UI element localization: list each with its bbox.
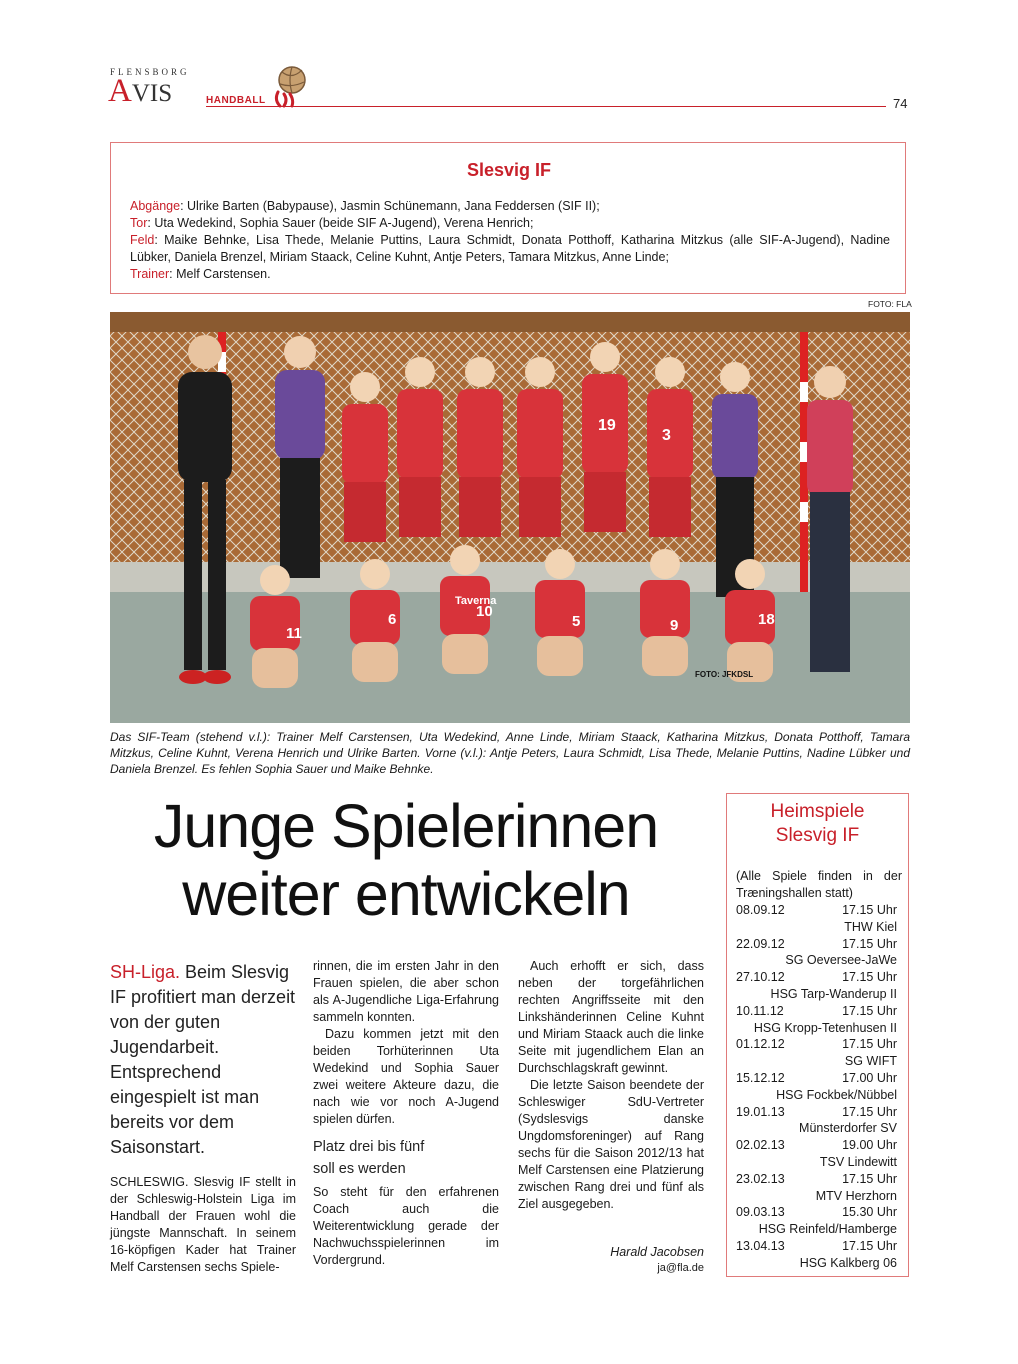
goal-wall	[110, 562, 910, 592]
fixture-time: 17.00 Uhr	[842, 1070, 897, 1085]
fixture-time: 17.15 Uhr	[842, 903, 897, 917]
home-games-title	[727, 800, 908, 848]
goal-label: Tor	[130, 216, 148, 230]
fixture-opponent: HSG Reinfeld/Hamberge	[758, 1222, 897, 1237]
paragraph: Auch erhofft er sich, dass neben der torgefährlichen rechten Angriffsseite mit den Linkshänderinnen Celine Kuhnt und Miriam Staack auch die linke Seite mit jugendlichem Elan an Durchschlagskraft gewinnt.	[518, 959, 704, 1075]
fixture-opponent: SG WIFT	[844, 1054, 897, 1069]
jersey-number: 6	[388, 611, 397, 628]
jersey-number: 3	[662, 427, 671, 444]
fixture-date: 13.04.13	[736, 1238, 785, 1253]
fixture-row	[736, 1036, 897, 1053]
fixture-date: 15.12.12	[736, 1070, 785, 1085]
fixture-time: 19.00 Uhr	[842, 1138, 897, 1153]
header-rule	[206, 106, 886, 107]
fixture-row	[736, 902, 897, 919]
fixture-time: 17.15 Uhr	[842, 970, 897, 985]
fixture-opponent: THW Kiel	[844, 919, 897, 934]
logo-initial: A	[108, 73, 132, 109]
fixture-opponent: HSG Kalkberg 06	[799, 1255, 897, 1270]
jersey-number: 18	[758, 611, 775, 628]
roster-text	[130, 198, 890, 283]
sponsor-text: Taverna	[455, 595, 497, 607]
fixture-row	[736, 1171, 897, 1188]
fixture-time: 17.15 Uhr	[842, 936, 897, 951]
departures-label: Abgänge	[130, 199, 181, 213]
fixture-date: 09.03.13	[736, 1205, 785, 1220]
fixture-date: 19.01.13	[736, 1104, 785, 1119]
home-games-box	[726, 793, 909, 1277]
goal-post-stripe	[800, 502, 808, 522]
lead-kicker: SH-Liga.	[110, 962, 181, 982]
wall-top	[110, 312, 910, 332]
fixture-opponent: SG Oeversee-JaWe	[785, 953, 897, 968]
home-games-note: (Alle Spiele finden in der Træningshallen statt)	[736, 869, 902, 900]
fixture-date: 22.09.12	[736, 936, 785, 951]
inner-photo-credit: FOTO: JFKDSL	[695, 670, 754, 679]
field-label: Feld	[130, 233, 155, 247]
fixture-row	[736, 1137, 897, 1154]
photo-credit: FOTO: FLA	[868, 299, 912, 309]
paragraph: So steht für den erfahrenen Coach auch die Weiterentwicklung gerade der Nachwuchsspielerinnen im Vordergrund.	[313, 1185, 499, 1267]
fixture-opponent: MTV Herzhorn	[815, 1188, 897, 1203]
fixture-date: 27.10.12	[736, 970, 785, 985]
home-games-list	[736, 902, 897, 1272]
goal-list: : Uta Wedekind, Sophia Sauer (beide SIF A-Jugend), Verena Henrich;	[147, 216, 534, 230]
paragraph: rinnen, die im ersten Jahr in den Frauen spielen, die aber schon als A-Jugendliche Liga-Erfahrung sammeln konnten.	[313, 959, 499, 1024]
fixture-row	[736, 1104, 897, 1121]
fixture-date: 10.11.12	[736, 1003, 784, 1018]
goal-post-stripe	[800, 382, 808, 402]
article-column-2	[313, 958, 499, 1269]
team-photo	[110, 312, 910, 723]
lead-text: Beim Slesvig IF profitiert man derzeit von der guten Jugendarbeit. Entsprechend eingespielt ist man bereits vor dem Saisonstart.	[110, 962, 296, 1157]
coach-name: : Melf Carstensen.	[169, 267, 271, 281]
fixture-row	[736, 969, 897, 986]
floor	[110, 592, 910, 723]
subheading-line-2: soll es werden	[313, 1161, 406, 1177]
fixture-opponent: Münsterdorfer SV	[799, 1121, 897, 1136]
fixture-opponent: HSG Fockbek/Nübbel	[776, 1087, 897, 1102]
fixture-date: 02.02.13	[736, 1138, 785, 1153]
fixture-time: 17.15 Uhr	[842, 1003, 897, 1018]
handball-player-icon	[270, 62, 318, 108]
logo-small-text: FLENSBORG	[110, 67, 190, 77]
paragraph: Dazu kommen jetzt mit den beiden Torhüterinnen Uta Wedekind und Sophia Sauer zwei weitere Akteure dazu, die nach wie vor noch A-Jugend spielen dürfen.	[313, 1027, 499, 1126]
field-list: : Maike Behnke, Lisa Thede, Melanie Puttins, Laura Schmidt, Donata Potthoff, Katharina Mitzkus (alle SIF-A-Jugend), Nadine Lübker, Daniela Brenzel, Miriam Staack, Celine Kuhnt, Antje Peters, Tamara Mitzkus, Anne Linde;	[130, 233, 890, 264]
newspaper-logo	[108, 74, 172, 111]
fixture-opponent: HSG Kropp-Tetenhusen II	[753, 1020, 897, 1035]
fixture-row	[736, 936, 897, 953]
paragraph: SCHLESWIG. Slesvig IF stellt in der Schleswig-Holstein Liga im Handball der Frauen wohl die jüngste Mannschaft. In seinem 16-köpfigen Kader hat Trainer Melf Carstensen sechs Spiele-	[110, 1175, 296, 1274]
fixture-date: 01.12.12	[736, 1037, 785, 1052]
subheading-line-1: Platz drei bis fünf	[313, 1139, 425, 1155]
jersey-number: 19	[598, 417, 616, 434]
fixture-opponent: TSV Lindewitt	[819, 1154, 897, 1169]
page-number: 74	[893, 96, 908, 111]
fixture-time: 17.15 Uhr	[842, 1171, 897, 1186]
coach-figure-right	[807, 366, 853, 672]
roster-title: Slesvig IF	[466, 160, 552, 180]
coach-label: Trainer	[130, 267, 170, 281]
jersey-number: 9	[670, 617, 679, 634]
jersey-number: 5	[572, 613, 581, 630]
fixture-row	[736, 1070, 897, 1087]
fixture-date: 23.02.13	[736, 1171, 785, 1186]
departures-list: : Ulrike Barten (Babypause), Jasmin Schünemann, Jana Feddersen (SIF II);	[180, 199, 600, 213]
fixture-time: 17.15 Uhr	[842, 1238, 897, 1253]
headline-line-2: weiter entwickeln	[182, 860, 630, 928]
fixture-opponent: HSG Tarp-Wanderup II	[770, 986, 897, 1001]
section-label: HANDBALL	[206, 95, 266, 106]
article-lead	[110, 960, 296, 1160]
fixture-row	[736, 1238, 897, 1255]
fixture-row	[736, 1003, 897, 1020]
jersey-number: 11	[286, 625, 302, 642]
author-email: ja@fla.de	[657, 1262, 704, 1274]
roster-box	[110, 142, 906, 294]
headline	[106, 792, 706, 928]
photo-caption: Das SIF-Team (stehend v.l.): Trainer Melf Carstensen, Uta Wedekind, Anne Linde, Miriam Staack, Katharina Mitzkus, Donata Potthoff, Tamara Mitzkus, Celine Kuhnt, Verena Henrich und Ulrike Barten. Vorne (v.l.): Antje Peters, Laura Schmidt, Lisa Thede, Melanie Puttins, Nadine Lübker und Daniela Brenzel. Es fehlen Sophia Sauer und Maike Behnke.	[110, 730, 910, 776]
paragraph: Die letzte Saison beendete der Schleswiger SdU-Vertreter (Sydslesvigs danske Ungdomsforeninger) auf Rang sechs für die Saison 2012/13 hat Melf Carstensen eine Platzierung zwischen Rang drei und fünf als Ziel ausgegeben.	[518, 1078, 704, 1211]
goal-post-stripe	[800, 442, 808, 462]
home-games-title-line-2: Slesvig IF	[775, 825, 860, 846]
fixture-time: 17.15 Uhr	[842, 1037, 897, 1052]
subheading	[313, 1136, 499, 1180]
home-games-title-line-1: Heimspiele	[770, 801, 865, 822]
jersey-number: 10	[476, 603, 493, 620]
article-column-1	[110, 1174, 296, 1276]
fixture-date: 08.09.12	[736, 903, 785, 917]
fixture-time: 17.15 Uhr	[842, 1104, 897, 1119]
fixture-time: 15.30 Uhr	[842, 1205, 897, 1220]
article-column-3	[518, 958, 704, 1213]
goalkeeper-figure-left	[275, 336, 325, 578]
author-name: Harald Jacobsen	[610, 1245, 704, 1259]
fixture-row	[736, 1204, 897, 1221]
headline-line-1: Junge Spielerinnen	[153, 792, 659, 860]
logo-rest: VIS	[131, 80, 173, 107]
